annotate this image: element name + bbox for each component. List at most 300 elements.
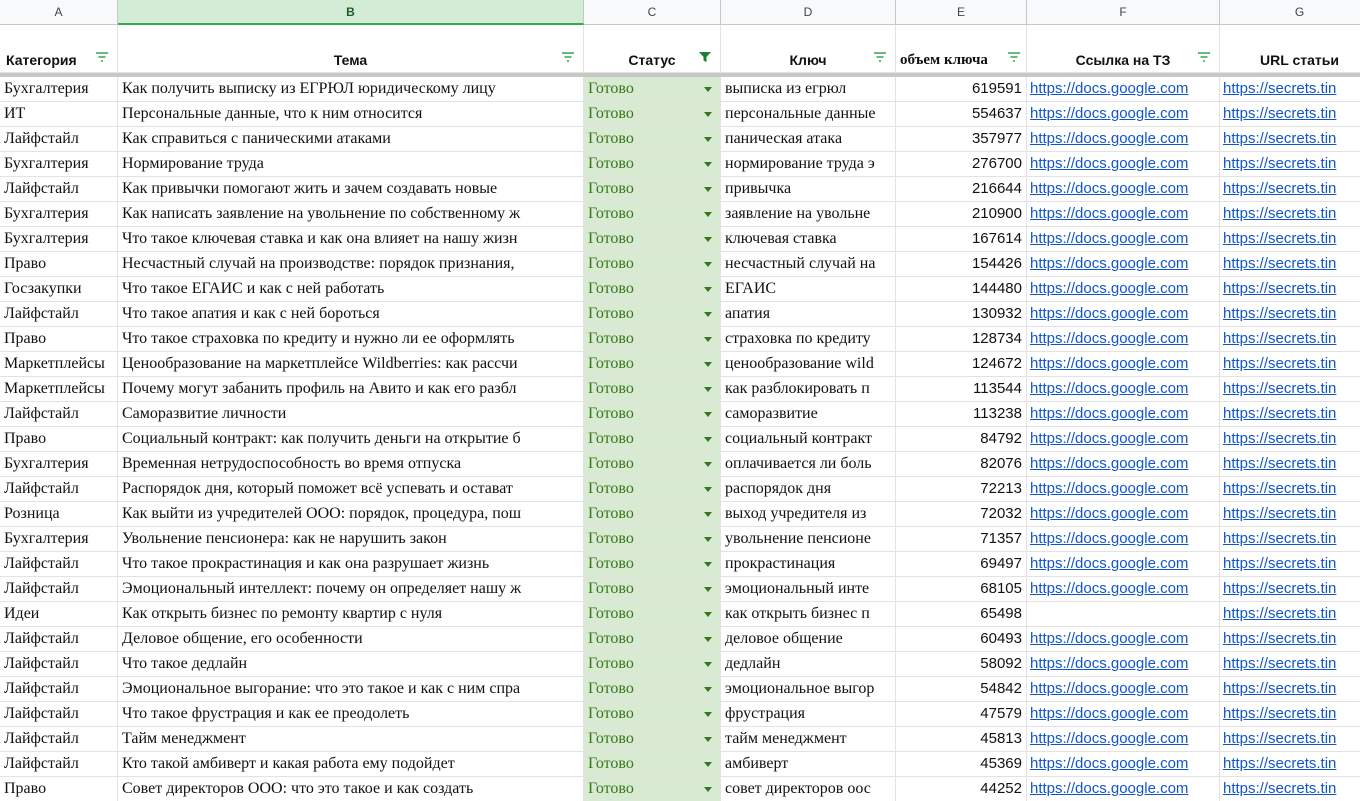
article-url-link[interactable]: https://secrets.tin	[1220, 727, 1360, 752]
status-label: Готово	[588, 405, 634, 422]
tz-link[interactable]: https://docs.google.com	[1027, 727, 1220, 752]
column-letter-g[interactable]: G	[1220, 0, 1360, 25]
table-row	[0, 177, 1360, 202]
tz-link[interactable]: https://docs.google.com	[1027, 277, 1220, 302]
cell-volume[interactable]: 124672	[896, 352, 1027, 377]
cell-volume[interactable]: 357977	[896, 127, 1027, 152]
cell-volume[interactable]: 84792	[896, 427, 1027, 452]
cell-volume[interactable]: 54842	[896, 677, 1027, 702]
dropdown-arrow-icon[interactable]	[704, 412, 712, 417]
cell-category[interactable]: Госзакупки	[0, 277, 118, 302]
article-url-link[interactable]: https://secrets.tin	[1220, 677, 1360, 702]
tz-link[interactable]: https://docs.google.com	[1027, 302, 1220, 327]
table-row	[0, 727, 1360, 752]
tz-link[interactable]: https://docs.google.com	[1027, 627, 1220, 652]
cell-topic[interactable]: Эмоциональный интеллект: почему он определяет нашу ж	[118, 577, 584, 602]
cell-key[interactable]: персональные данные	[721, 102, 896, 127]
dropdown-arrow-icon[interactable]	[704, 737, 712, 742]
cell-key[interactable]: амбиверт	[721, 752, 896, 777]
dropdown-arrow-icon[interactable]	[704, 662, 712, 667]
cell-topic[interactable]: Как выйти из учредителей ООО: порядок, процедура, пош	[118, 502, 584, 527]
article-url-link[interactable]: https://secrets.tin	[1220, 302, 1360, 327]
column-letter-a[interactable]: A	[0, 0, 118, 25]
cell-topic[interactable]: Почему могут забанить профиль на Авито и как его разбл	[118, 377, 584, 402]
tz-link[interactable]: https://docs.google.com	[1027, 427, 1220, 452]
header-label: URL статьи	[1260, 52, 1339, 68]
tz-link[interactable]	[1027, 602, 1220, 627]
cell-volume[interactable]: 45813	[896, 727, 1027, 752]
cell-category[interactable]: Бухгалтерия	[0, 152, 118, 177]
dropdown-arrow-icon[interactable]	[704, 612, 712, 617]
cell-category[interactable]: Лайфстайл	[0, 477, 118, 502]
dropdown-arrow-icon[interactable]	[704, 387, 712, 392]
status-dropdown[interactable]	[584, 577, 721, 602]
header-cell-article-url[interactable]	[1220, 25, 1360, 73]
dropdown-arrow-icon[interactable]	[704, 462, 712, 467]
status-label: Готово	[588, 130, 634, 147]
status-label: Готово	[588, 780, 634, 797]
cell-key[interactable]: как разблокировать п	[721, 377, 896, 402]
tz-link[interactable]: https://docs.google.com	[1027, 327, 1220, 352]
cell-category[interactable]: Лайфстайл	[0, 702, 118, 727]
status-dropdown[interactable]	[584, 277, 721, 302]
table-row	[0, 502, 1360, 527]
cell-topic[interactable]: Нормирование труда	[118, 152, 584, 177]
column-letter-b[interactable]: B	[118, 0, 584, 25]
status-dropdown[interactable]	[584, 502, 721, 527]
dropdown-arrow-icon[interactable]	[704, 87, 712, 92]
dropdown-arrow-icon[interactable]	[704, 362, 712, 367]
dropdown-arrow-icon[interactable]	[704, 762, 712, 767]
cell-volume[interactable]: 554637	[896, 102, 1027, 127]
status-label: Готово	[588, 655, 634, 672]
article-url-link[interactable]: https://secrets.tin	[1220, 252, 1360, 277]
filter-icon[interactable]	[95, 51, 109, 63]
cell-key[interactable]: выписка из егрюл	[721, 77, 896, 102]
cell-key[interactable]: тайм менеджмент	[721, 727, 896, 752]
status-dropdown[interactable]	[584, 77, 721, 102]
cell-category[interactable]: Бухгалтерия	[0, 77, 118, 102]
tz-link[interactable]: https://docs.google.com	[1027, 102, 1220, 127]
cell-category[interactable]: Маркетплейсы	[0, 352, 118, 377]
cell-volume[interactable]: 68105	[896, 577, 1027, 602]
tz-link[interactable]: https://docs.google.com	[1027, 502, 1220, 527]
dropdown-arrow-icon[interactable]	[704, 162, 712, 167]
status-label: Готово	[588, 530, 634, 547]
cell-key[interactable]: заявление на увольне	[721, 202, 896, 227]
status-dropdown[interactable]	[584, 127, 721, 152]
cell-topic[interactable]: Как получить выписку из ЕГРЮЛ юридическому лицу	[118, 77, 584, 102]
tz-link[interactable]: https://docs.google.com	[1027, 702, 1220, 727]
article-url-link[interactable]: https://secrets.tin	[1220, 77, 1360, 102]
status-dropdown[interactable]	[584, 627, 721, 652]
cell-category[interactable]: Лайфстайл	[0, 552, 118, 577]
dropdown-arrow-icon[interactable]	[704, 637, 712, 642]
tz-link[interactable]: https://docs.google.com	[1027, 577, 1220, 602]
article-url-link[interactable]: https://secrets.tin	[1220, 477, 1360, 502]
header-cell-key[interactable]	[721, 25, 896, 73]
column-letter-c[interactable]: C	[584, 0, 721, 25]
cell-topic[interactable]: Что такое ключевая ставка и как она влияет на нашу жизн	[118, 227, 584, 252]
filter-icon[interactable]	[873, 51, 887, 63]
status-dropdown[interactable]	[584, 752, 721, 777]
status-label: Готово	[588, 355, 634, 372]
filter-icon[interactable]	[1007, 51, 1021, 63]
cell-key[interactable]: деловое общение	[721, 627, 896, 652]
status-label: Готово	[588, 580, 634, 597]
status-label: Готово	[588, 280, 634, 297]
cell-key[interactable]: ключевая ставка	[721, 227, 896, 252]
status-dropdown[interactable]	[584, 102, 721, 127]
status-dropdown[interactable]	[584, 652, 721, 677]
cell-topic[interactable]: Что такое страховка по кредиту и нужно ли ее оформлять	[118, 327, 584, 352]
cell-topic[interactable]: Что такое дедлайн	[118, 652, 584, 677]
status-label: Готово	[588, 105, 634, 122]
cell-category[interactable]: Лайфстайл	[0, 402, 118, 427]
status-dropdown[interactable]	[584, 227, 721, 252]
status-label: Готово	[588, 555, 634, 572]
tz-link[interactable]: https://docs.google.com	[1027, 677, 1220, 702]
cell-volume[interactable]: 276700	[896, 152, 1027, 177]
dropdown-arrow-icon[interactable]	[704, 212, 712, 217]
header-cell-status[interactable]	[584, 25, 721, 73]
dropdown-arrow-icon[interactable]	[704, 312, 712, 317]
cell-category[interactable]: Бухгалтерия	[0, 527, 118, 552]
status-dropdown[interactable]	[584, 677, 721, 702]
status-label: Готово	[588, 80, 634, 97]
dropdown-arrow-icon[interactable]	[704, 287, 712, 292]
table-row	[0, 402, 1360, 427]
cell-category[interactable]: Лайфстайл	[0, 177, 118, 202]
dropdown-arrow-icon[interactable]	[704, 562, 712, 567]
tz-link[interactable]: https://docs.google.com	[1027, 652, 1220, 677]
article-url-link[interactable]: https://secrets.tin	[1220, 127, 1360, 152]
cell-volume[interactable]: 58092	[896, 652, 1027, 677]
cell-key[interactable]: саморазвитие	[721, 402, 896, 427]
cell-topic[interactable]: Как привычки помогают жить и зачем создавать новые	[118, 177, 584, 202]
status-dropdown[interactable]	[584, 152, 721, 177]
cell-volume[interactable]: 45369	[896, 752, 1027, 777]
cell-volume[interactable]: 69497	[896, 552, 1027, 577]
cell-category[interactable]: Право	[0, 252, 118, 277]
table-row	[0, 227, 1360, 252]
filter-icon[interactable]	[1197, 51, 1211, 63]
tz-link[interactable]: https://docs.google.com	[1027, 77, 1220, 102]
tz-link[interactable]: https://docs.google.com	[1027, 527, 1220, 552]
tz-link[interactable]: https://docs.google.com	[1027, 477, 1220, 502]
cell-volume[interactable]: 113544	[896, 377, 1027, 402]
status-dropdown[interactable]	[584, 302, 721, 327]
table-row	[0, 427, 1360, 452]
article-url-link[interactable]: https://secrets.tin	[1220, 277, 1360, 302]
cell-category[interactable]: Лайфстайл	[0, 727, 118, 752]
tz-link[interactable]: https://docs.google.com	[1027, 377, 1220, 402]
table-row	[0, 702, 1360, 727]
article-url-link[interactable]: https://secrets.tin	[1220, 777, 1360, 801]
table-row	[0, 377, 1360, 402]
article-url-link[interactable]: https://secrets.tin	[1220, 702, 1360, 727]
dropdown-arrow-icon[interactable]	[704, 587, 712, 592]
cell-volume[interactable]: 47579	[896, 702, 1027, 727]
cell-category[interactable]: Бухгалтерия	[0, 452, 118, 477]
cell-category[interactable]: Идеи	[0, 602, 118, 627]
cell-topic[interactable]: Кто такой амбиверт и какая работа ему подойдет	[118, 752, 584, 777]
cell-key[interactable]: увольнение пенсионе	[721, 527, 896, 552]
cell-volume[interactable]: 144480	[896, 277, 1027, 302]
status-dropdown[interactable]	[584, 452, 721, 477]
tz-link[interactable]: https://docs.google.com	[1027, 202, 1220, 227]
cell-key[interactable]: несчастный случай на	[721, 252, 896, 277]
cell-topic[interactable]: Несчастный случай на производстве: порядок признания,	[118, 252, 584, 277]
dropdown-arrow-icon[interactable]	[704, 687, 712, 692]
article-url-link[interactable]: https://secrets.tin	[1220, 202, 1360, 227]
cell-key[interactable]: эмоциональное выгор	[721, 677, 896, 702]
cell-volume[interactable]: 65498	[896, 602, 1027, 627]
cell-category[interactable]: ИТ	[0, 102, 118, 127]
table-row	[0, 252, 1360, 277]
dropdown-arrow-icon[interactable]	[704, 787, 712, 792]
dropdown-arrow-icon[interactable]	[704, 237, 712, 242]
cell-key[interactable]: как открыть бизнес п	[721, 602, 896, 627]
status-label: Готово	[588, 380, 634, 397]
cell-topic[interactable]: Эмоциональное выгорание: что это такое и как с ним спра	[118, 677, 584, 702]
table-row	[0, 352, 1360, 377]
cell-key[interactable]: распорядок дня	[721, 477, 896, 502]
cell-topic[interactable]: Как написать заявление на увольнение по собственному ж	[118, 202, 584, 227]
cell-key[interactable]: паническая атака	[721, 127, 896, 152]
table-row	[0, 152, 1360, 177]
article-url-link[interactable]: https://secrets.tin	[1220, 177, 1360, 202]
status-dropdown[interactable]	[584, 727, 721, 752]
article-url-link[interactable]: https://secrets.tin	[1220, 227, 1360, 252]
cell-key[interactable]: выход учредителя из	[721, 502, 896, 527]
cell-category[interactable]: Маркетплейсы	[0, 377, 118, 402]
cell-volume[interactable]: 210900	[896, 202, 1027, 227]
tz-link[interactable]: https://docs.google.com	[1027, 402, 1220, 427]
cell-key[interactable]: прокрастинация	[721, 552, 896, 577]
article-url-link[interactable]: https://secrets.tin	[1220, 577, 1360, 602]
cell-topic[interactable]: Персональные данные, что к ним относится	[118, 102, 584, 127]
cell-topic[interactable]: Ценообразование на маркетплейсе Wildberries: как рассчи	[118, 352, 584, 377]
filter-active-icon[interactable]	[698, 51, 712, 63]
cell-key[interactable]: фрустрация	[721, 702, 896, 727]
status-dropdown[interactable]	[584, 552, 721, 577]
article-url-link[interactable]: https://secrets.tin	[1220, 452, 1360, 477]
article-url-link[interactable]: https://secrets.tin	[1220, 352, 1360, 377]
status-label: Готово	[588, 680, 634, 697]
cell-topic[interactable]: Деловое общение, его особенности	[118, 627, 584, 652]
cell-key[interactable]: ЕГАИС	[721, 277, 896, 302]
article-url-link[interactable]: https://secrets.tin	[1220, 502, 1360, 527]
cell-category[interactable]: Лайфстайл	[0, 677, 118, 702]
cell-category[interactable]: Лайфстайл	[0, 627, 118, 652]
cell-category[interactable]: Право	[0, 427, 118, 452]
status-dropdown[interactable]	[584, 527, 721, 552]
status-label: Готово	[588, 430, 634, 447]
dropdown-arrow-icon[interactable]	[704, 112, 712, 117]
tz-link[interactable]: https://docs.google.com	[1027, 352, 1220, 377]
cell-key[interactable]: социальный контракт	[721, 427, 896, 452]
status-label: Готово	[588, 630, 634, 647]
cell-key[interactable]: совет директоров оос	[721, 777, 896, 801]
status-label: Готово	[588, 305, 634, 322]
status-dropdown[interactable]	[584, 602, 721, 627]
header-row	[0, 25, 1360, 73]
cell-volume[interactable]: 128734	[896, 327, 1027, 352]
cell-topic[interactable]: Временная нетрудоспособность во время отпуска	[118, 452, 584, 477]
cell-category[interactable]: Лайфстайл	[0, 752, 118, 777]
table-row	[0, 602, 1360, 627]
cell-volume[interactable]: 113238	[896, 402, 1027, 427]
cell-topic[interactable]: Саморазвитие личности	[118, 402, 584, 427]
article-url-link[interactable]: https://secrets.tin	[1220, 427, 1360, 452]
cell-key[interactable]: нормирование труда э	[721, 152, 896, 177]
status-dropdown[interactable]	[584, 427, 721, 452]
header-label: Тема	[333, 52, 368, 68]
table-row	[0, 652, 1360, 677]
cell-volume[interactable]: 130932	[896, 302, 1027, 327]
column-letter-d[interactable]: D	[721, 0, 896, 25]
status-dropdown[interactable]	[584, 777, 721, 801]
tz-link[interactable]: https://docs.google.com	[1027, 752, 1220, 777]
cell-topic[interactable]: Распорядок дня, который поможет всё успевать и остават	[118, 477, 584, 502]
tz-link[interactable]: https://docs.google.com	[1027, 152, 1220, 177]
cell-key[interactable]: ценообразование wild	[721, 352, 896, 377]
cell-category[interactable]: Право	[0, 777, 118, 801]
cell-topic[interactable]: Как справиться с паническими атаками	[118, 127, 584, 152]
cell-category[interactable]: Бухгалтерия	[0, 227, 118, 252]
cell-category[interactable]: Лайфстайл	[0, 652, 118, 677]
filter-icon[interactable]	[561, 51, 575, 63]
cell-volume[interactable]: 60493	[896, 627, 1027, 652]
header-cell-volume[interactable]	[896, 25, 1027, 73]
status-label: Готово	[588, 480, 634, 497]
cell-topic[interactable]: Что такое ЕГАИС и как с ней работать	[118, 277, 584, 302]
article-url-link[interactable]: https://secrets.tin	[1220, 552, 1360, 577]
column-letter-e[interactable]: E	[896, 0, 1027, 25]
cell-volume[interactable]: 82076	[896, 452, 1027, 477]
header-cell-tz-link[interactable]	[1027, 25, 1220, 73]
header-label: Ссылка на ТЗ	[1075, 52, 1171, 68]
status-dropdown[interactable]	[584, 702, 721, 727]
cell-topic[interactable]: Совет директоров ООО: что это такое и как создать	[118, 777, 584, 801]
dropdown-arrow-icon[interactable]	[704, 137, 712, 142]
table-row	[0, 202, 1360, 227]
status-dropdown[interactable]	[584, 177, 721, 202]
cell-topic[interactable]: Социальный контракт: как получить деньги на открытие б	[118, 427, 584, 452]
status-dropdown[interactable]	[584, 477, 721, 502]
article-url-link[interactable]: https://secrets.tin	[1220, 602, 1360, 627]
status-dropdown[interactable]	[584, 252, 721, 277]
cell-topic[interactable]: Увольнение пенсионера: как не нарушить закон	[118, 527, 584, 552]
tz-link[interactable]: https://docs.google.com	[1027, 127, 1220, 152]
tz-link[interactable]: https://docs.google.com	[1027, 777, 1220, 801]
cell-volume[interactable]: 71357	[896, 527, 1027, 552]
article-url-link[interactable]: https://secrets.tin	[1220, 327, 1360, 352]
cell-volume[interactable]: 167614	[896, 227, 1027, 252]
cell-volume[interactable]: 44252	[896, 777, 1027, 801]
cell-category[interactable]: Лайфстайл	[0, 577, 118, 602]
article-url-link[interactable]: https://secrets.tin	[1220, 652, 1360, 677]
header-cell-category[interactable]	[0, 25, 118, 73]
article-url-link[interactable]: https://secrets.tin	[1220, 627, 1360, 652]
cell-topic[interactable]: Как открыть бизнес по ремонту квартир с нуля	[118, 602, 584, 627]
cell-volume[interactable]: 216644	[896, 177, 1027, 202]
dropdown-arrow-icon[interactable]	[704, 712, 712, 717]
tz-link[interactable]: https://docs.google.com	[1027, 252, 1220, 277]
article-url-link[interactable]: https://secrets.tin	[1220, 402, 1360, 427]
dropdown-arrow-icon[interactable]	[704, 537, 712, 542]
cell-topic[interactable]: Что такое фрустрация и как ее преодолеть	[118, 702, 584, 727]
cell-key[interactable]: страховка по кредиту	[721, 327, 896, 352]
cell-topic[interactable]: Тайм менеджмент	[118, 727, 584, 752]
dropdown-arrow-icon[interactable]	[704, 512, 712, 517]
tz-link[interactable]: https://docs.google.com	[1027, 452, 1220, 477]
cell-key[interactable]: оплачивается ли боль	[721, 452, 896, 477]
dropdown-arrow-icon[interactable]	[704, 187, 712, 192]
article-url-link[interactable]: https://secrets.tin	[1220, 377, 1360, 402]
dropdown-arrow-icon[interactable]	[704, 487, 712, 492]
cell-category[interactable]: Розница	[0, 502, 118, 527]
status-dropdown[interactable]	[584, 202, 721, 227]
dropdown-arrow-icon[interactable]	[704, 262, 712, 267]
cell-category[interactable]: Лайфстайл	[0, 127, 118, 152]
cell-volume[interactable]: 154426	[896, 252, 1027, 277]
status-dropdown[interactable]	[584, 352, 721, 377]
cell-topic[interactable]: Что такое прокрастинация и как она разрушает жизнь	[118, 552, 584, 577]
cell-volume[interactable]: 619591	[896, 77, 1027, 102]
cell-topic[interactable]: Что такое апатия и как с ней бороться	[118, 302, 584, 327]
status-label: Готово	[588, 180, 634, 197]
article-url-link[interactable]: https://secrets.tin	[1220, 152, 1360, 177]
cell-volume[interactable]: 72032	[896, 502, 1027, 527]
tz-link[interactable]: https://docs.google.com	[1027, 552, 1220, 577]
table-row	[0, 102, 1360, 127]
header-cell-topic[interactable]	[118, 25, 584, 73]
cell-volume[interactable]: 72213	[896, 477, 1027, 502]
cell-key[interactable]: апатия	[721, 302, 896, 327]
table-row	[0, 752, 1360, 777]
article-url-link[interactable]: https://secrets.tin	[1220, 102, 1360, 127]
article-url-link[interactable]: https://secrets.tin	[1220, 527, 1360, 552]
cell-category[interactable]: Бухгалтерия	[0, 202, 118, 227]
table-row	[0, 552, 1360, 577]
dropdown-arrow-icon[interactable]	[704, 337, 712, 342]
article-url-link[interactable]: https://secrets.tin	[1220, 752, 1360, 777]
status-dropdown[interactable]	[584, 377, 721, 402]
status-label: Готово	[588, 155, 634, 172]
status-label: Готово	[588, 755, 634, 772]
status-label: Готово	[588, 505, 634, 522]
cell-category[interactable]: Лайфстайл	[0, 302, 118, 327]
status-dropdown[interactable]	[584, 327, 721, 352]
table-row	[0, 677, 1360, 702]
column-letter-f[interactable]: F	[1027, 0, 1220, 25]
cell-category[interactable]: Право	[0, 327, 118, 352]
status-dropdown[interactable]	[584, 402, 721, 427]
table-body	[0, 77, 1360, 801]
cell-key[interactable]: эмоциональный инте	[721, 577, 896, 602]
status-label: Готово	[588, 255, 634, 272]
status-label: Готово	[588, 705, 634, 722]
dropdown-arrow-icon[interactable]	[704, 437, 712, 442]
table-row	[0, 777, 1360, 801]
header-label: Категория	[6, 52, 77, 68]
cell-key[interactable]: дедлайн	[721, 652, 896, 677]
tz-link[interactable]: https://docs.google.com	[1027, 177, 1220, 202]
cell-key[interactable]: привычка	[721, 177, 896, 202]
tz-link[interactable]: https://docs.google.com	[1027, 227, 1220, 252]
